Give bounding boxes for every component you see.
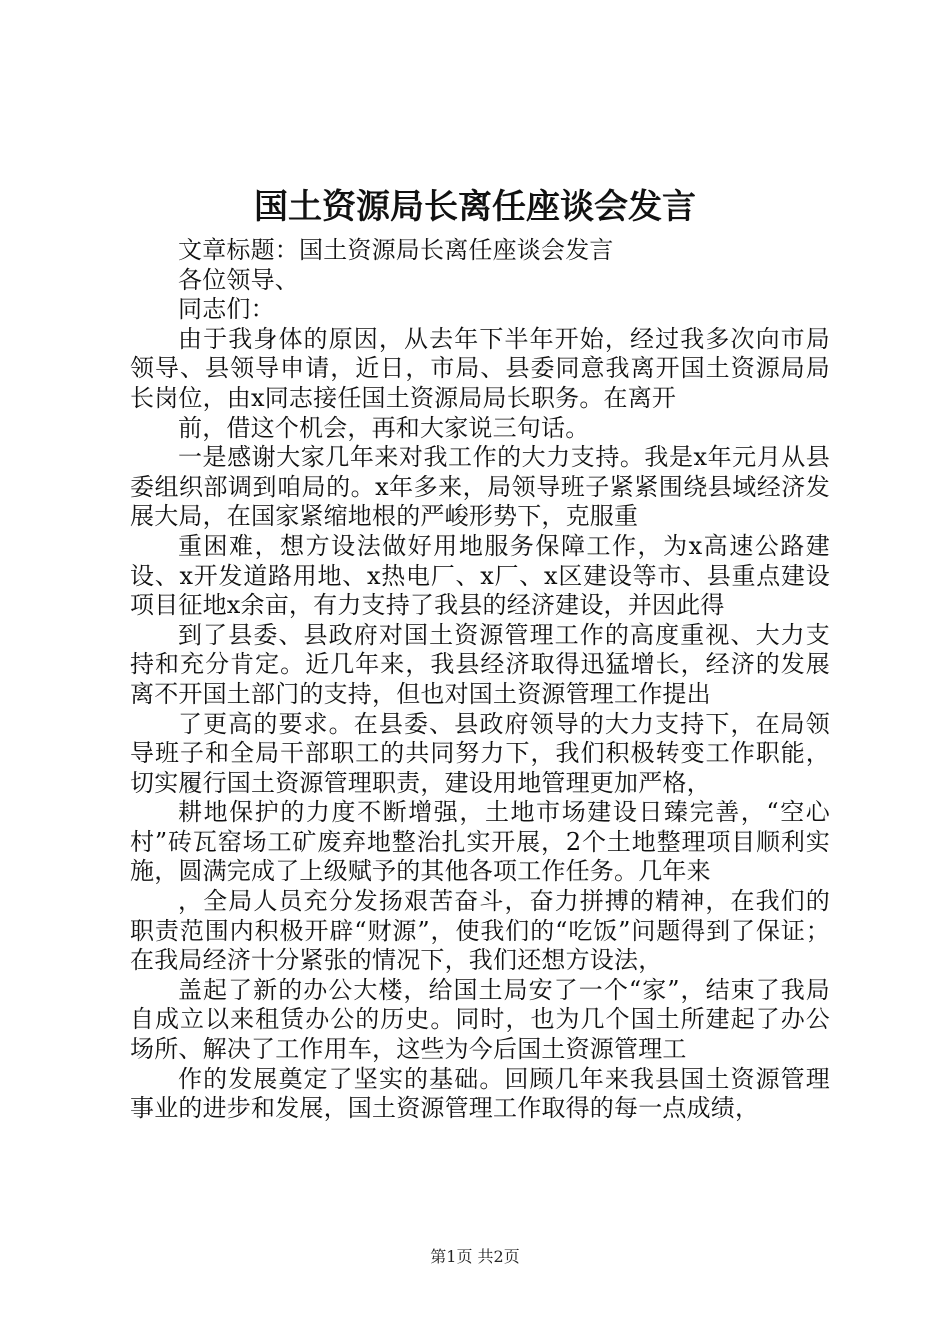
paragraph: 各位领导、 [178,265,299,294]
paragraph: 耕地保护的力度不断增强，土地市场建设日臻完善，“空心村”砖瓦窑场工矿废弃地整治扎实开展，2个土地整理项目顺利实施，圆满完成了上级赋予的其他各项工作任务。几年来 [130,798,830,886]
paragraph: 了更高的要求。在县委、县政府领导的大力支持下，在局领导班子和全局干部职工的共同努力下，我们积极转变工作职能，切实履行国土资源管理职责，建设用地管理更加严格， [130,709,830,797]
paragraph: 作的发展奠定了坚实的基础。回顾几年来我县国土资源管理事业的进步和发展，国土资源管理工作取得的每一点成绩， [130,1064,830,1123]
paragraph: 重困难，想方设法做好用地服务保障工作，为x高速公路建设、x开发道路用地、x热电厂、x厂、x区建设等市、县重点建设项目征地x余亩，有力支持了我县的经济建设，并因此得 [130,531,830,620]
paragraph: 到了县委、县政府对国土资源管理工作的高度重视、大力支持和充分肯定。近几年来，我县经济取得迅猛增长，经济的发展离不开国土部门的支持，但也对国土资源管理工作提出 [130,620,830,708]
paragraph: 由于我身体的原因，从去年下半年开始，经过我多次向市局领导、县领导申请，近日，市局、县委同意我离开国土资源局局长岗位，由x同志接任国土资源局局长职务。在离开 [130,324,830,412]
paragraph: 盖起了新的办公大楼，给国土局安了一个“家”，结束了我局自成立以来租赁办公的历史。同时，也为几个国土所建起了办公场所、解决了工作用车，这些为今后国土资源管理工 [130,975,830,1064]
paragraph: 同志们： [178,295,275,324]
paragraph: 一是感谢大家几年来对我工作的大力支持。我是x年元月从县委组织部调到咱局的。x年多来，局领导班子紧紧围绕县域经济发展大局，在国家紧缩地根的严峻形势下，克服重 [130,443,830,531]
document-body [130,236,830,1124]
document-title: 国土资源局长离任座谈会发言 [254,187,696,227]
paragraph: 文章标题：国土资源局长离任座谈会发言 [178,236,614,264]
paragraph: ，全局人员充分发扬艰苦奋斗，奋力拼搏的精神，在我们的职责范围内积极开辟“财源”，使我们的“吃饭”问题得到了保证；在我局经济十分紧张的情况下，我们还想方设法， [130,887,830,975]
page-footer: 第1页 共2页 [430,1247,520,1266]
paragraph: 前，借这个机会，再和大家说三句话。 [178,413,590,442]
